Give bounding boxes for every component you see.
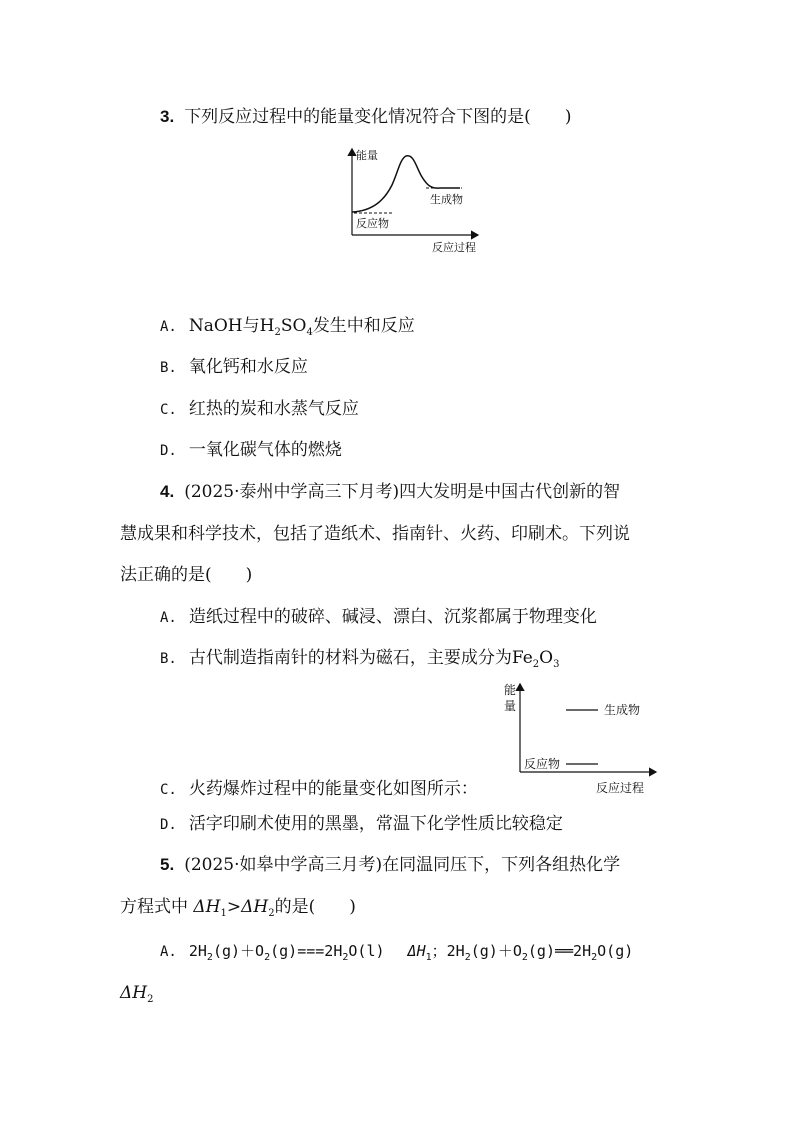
product-label: 生成物 [604,703,641,717]
option-label: C. [160,782,177,798]
question-number: 5. [160,855,175,874]
reactant-label: 反应物 [356,217,389,230]
y-axis-label: 能 [504,683,517,697]
question-number: 3. [160,107,175,126]
option-label: A. [160,944,177,960]
question-text: 下列反应过程中的能量变化情况符合下图的是( ) [184,107,572,127]
q3-option-c[interactable] [160,398,359,421]
q4-stem-line-3: 法正确的是( ) [120,565,253,585]
option-text: 造纸过程中的破碎、碱浸、漂白、沉浆都属于物理变化 [188,607,597,627]
y-axis-label-2: 量 [504,699,517,713]
option-label: A. [160,319,177,335]
product-label: 生成物 [430,193,463,206]
q5-stem-line-2: 方程式中 $\Delta H_1>\Delta H_2$的是( ) [120,897,356,919]
q4-option-d[interactable] [160,813,563,836]
reactant-label: 反应物 [524,757,561,771]
q3-energy-diagram [344,145,484,257]
question-number: 4. [160,482,175,501]
y-axis-label: 能量 [356,149,378,162]
q4-stem-line-2: 慧成果和科学技术，包括了造纸术、指南针、火药、印刷术。下列说 [120,524,630,544]
option-label: D. [160,817,177,833]
q4-option-a[interactable] [160,606,597,629]
q3-option-d[interactable] [160,439,342,462]
option-text: 氧化钙和水反应 [188,357,308,377]
option-text: 活字印刷术使用的黑墨，常温下化学性质比较稳定 [188,814,563,834]
option-label: B. [160,360,177,376]
option-label: C. [160,402,177,418]
q4-option-c[interactable] [160,778,478,801]
q3-option-b[interactable] [160,356,308,379]
q3-stem [160,106,571,128]
option-text: 火药爆炸过程中的能量变化如图所示： [188,779,478,799]
q5-stem-line-1: 5. (2025·如皋中学高三月考)在同温同压下，下列各组热化学 [160,855,621,875]
q4-stem-line-1: 4. (2025·泰州中学高三下月考)四大发明是中国古代创新的智 [160,482,621,502]
option-text: 红热的炭和水蒸气反应 [188,399,359,419]
q5-option-a[interactable]: A. $2H_2(g)+O_2(g)===2H_2O(l)$ $\Delta H_1$；$2H_2(g)+O_2(g)══2H_2O(g)$ [160,942,634,963]
q5-option-a-continued: $\Delta H_2$ [120,983,154,1005]
option-label: A. [160,610,177,626]
option-text: 一氧化碳气体的燃烧 [188,440,342,460]
x-axis-label: 反应过程 [432,241,476,254]
option-label: D. [160,443,177,459]
q3-option-a[interactable]: A. NaOH与$H_2SO_4$发生中和反应 [160,316,415,338]
x-axis-label: 反应过程 [596,781,645,795]
q4-option-b[interactable]: B. 古代制造指南针的材料为磁石，主要成分为$Fe_2O_3$ [160,648,560,670]
option-label: B. [160,651,177,667]
q4-energy-diagram [500,680,660,798]
